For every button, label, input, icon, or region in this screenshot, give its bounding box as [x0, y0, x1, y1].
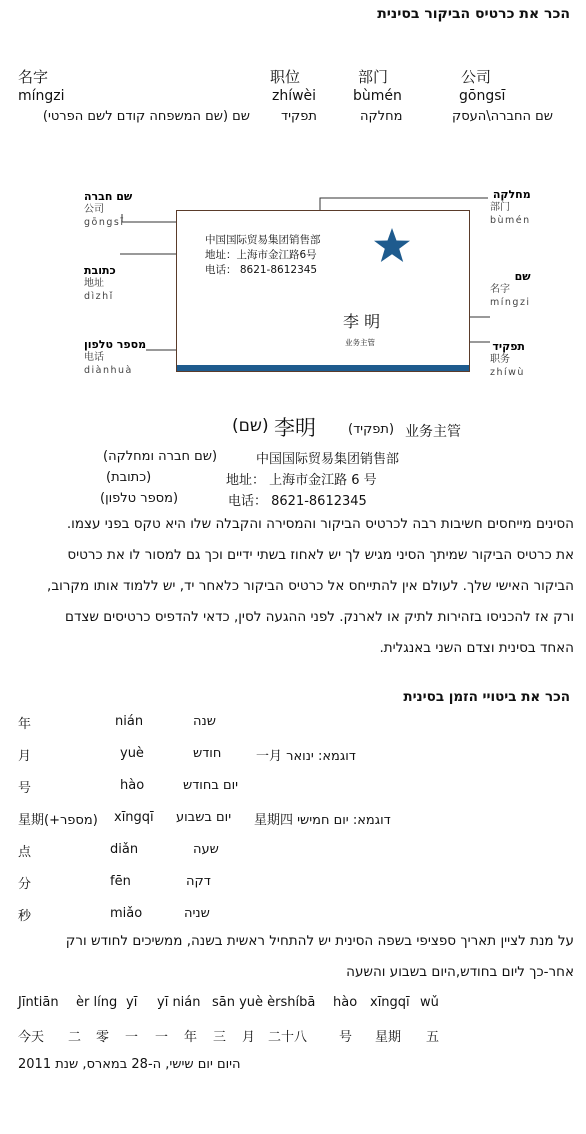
name-zh: 李明 — [274, 416, 316, 440]
col-company-zh: 公司 — [461, 68, 492, 86]
col-company-he: שם החברה\העסק — [452, 109, 553, 124]
col-company-pinyin: gōngsī — [459, 88, 506, 104]
label-department: מחלקה 部门 bùmén — [490, 188, 531, 226]
label-position-zh: 职务 — [490, 354, 510, 365]
date-note — [18, 926, 574, 988]
card-address: 地址：上海市金江路6号 — [205, 249, 317, 261]
pinyin-word: sān yuè èrshíbā — [212, 995, 316, 1010]
card-company: 中国国际贸易集团销售部 — [205, 234, 321, 246]
time-he: שנה — [193, 714, 216, 729]
label-company-zh: 公司 — [84, 204, 104, 215]
time-pinyin: miǎo — [110, 906, 143, 921]
pinyin-word: yī nián — [157, 995, 201, 1010]
label-name: שם 名字 míngzi — [490, 270, 531, 308]
label-address-pinyin: dìzhǐ — [84, 291, 114, 302]
intro-paragraph — [18, 509, 574, 664]
time-he: יום בחודש — [183, 778, 239, 793]
label-department-zh: 部门 — [490, 202, 510, 213]
time-zh: 分 — [18, 877, 32, 892]
label-phone: מספר טלפון 电话 diànhuà — [84, 338, 147, 376]
company-tag: (שם חברה ומחלקה) — [103, 449, 218, 464]
time-he: חודש — [193, 746, 222, 761]
company-zh: 中国国际贸易集团销售部 — [256, 452, 400, 467]
date-translation: היום יום שישי, ה-28 במארס, שנת 2011 — [18, 1057, 241, 1072]
col-department-he: מחלקה — [360, 109, 403, 124]
label-phone-pinyin: diànhuà — [84, 365, 133, 376]
label-name-pinyin: míngzi — [490, 297, 531, 308]
time-pinyin: xīngqī — [114, 810, 154, 825]
business-card-diagram — [80, 182, 550, 402]
time-pinyin: yuè — [120, 746, 144, 761]
date-char: 星期 — [375, 1030, 402, 1045]
time-he: שניה — [184, 906, 210, 921]
col-name-zh: 名字 — [18, 68, 49, 86]
col-position-he: תפקיד — [281, 109, 317, 124]
time-he: יום בשבוע — [176, 810, 232, 825]
date-char: 一 — [155, 1030, 169, 1045]
label-company: שם חברה 公司 gōngsī — [84, 190, 133, 228]
date-char: 月 — [242, 1030, 256, 1045]
business-card — [176, 210, 470, 372]
date-char: 一 — [125, 1030, 139, 1045]
card-stripe — [177, 365, 469, 371]
time-zh: 月 — [18, 749, 32, 764]
phone-zh: 电话： 8621-8612345 — [228, 494, 367, 509]
date-char: 今天 — [18, 1030, 45, 1045]
date-char: 零 — [96, 1030, 110, 1045]
date-char: 五 — [426, 1030, 440, 1045]
card-person-name: 李 明 — [343, 312, 381, 331]
star-icon — [373, 227, 411, 265]
label-company-pinyin: gōngsī — [84, 217, 125, 228]
date-char: 号 — [339, 1030, 353, 1045]
pinyin-word: èr líng — [76, 995, 118, 1010]
paragraph-line: הביקור האישי שלך. לעולם אין להתייחס אל כרטיס הביקור כלאחר יד, יש ללמוד אותו מקרוב, — [47, 578, 574, 594]
address-tag: (כתובת) — [106, 470, 152, 485]
time-example: דוגמא: יום חמישי 星期四 — [254, 813, 391, 828]
paragraph-line: הסינים מייחסים חשיבות רבה לכרטיס הביקור והמסירה והקבלה שלו היא טקס בפני עצמו. — [66, 516, 574, 532]
pinyin-word: hào — [333, 995, 358, 1010]
title-zh: 业务主管 — [405, 424, 461, 440]
time-pinyin: fēn — [110, 874, 131, 889]
time-example: דוגמא: ינואר 一月 — [256, 749, 356, 764]
pinyin-word: xīngqī — [370, 995, 410, 1010]
col-position-zh: 职位 — [270, 68, 301, 86]
time-zh: 号 — [18, 781, 32, 796]
time-section-title: הכר את ביטויי הזמן בסינית — [403, 689, 570, 705]
date-char: 年 — [184, 1030, 198, 1045]
page-title: הכר את כרטיס הביקור בסינית — [377, 6, 570, 22]
name-tag: (שם) — [232, 416, 269, 436]
date-note-line: על מנת לציין תאריך ספציפי בשפה הסינית יש להתחיל ראשית בשנה, ממשיכים לחודש ורק — [65, 933, 574, 949]
date-char: 二 — [68, 1030, 82, 1045]
col-position-pinyin: zhíwèi — [272, 88, 317, 104]
pinyin-word: wǔ — [420, 995, 439, 1010]
pinyin-word: Jīntiān — [18, 995, 59, 1010]
date-char: 三 — [213, 1030, 227, 1045]
date-char: 二十八 — [268, 1030, 308, 1045]
col-department-zh: 部门 — [358, 68, 389, 86]
paragraph-line: ורק אז להכניסו בזהירות לתיק או לארנק. לפני ההגעה לסין, כדאי להדפיס כרטיסים שצדם — [65, 609, 574, 625]
time-zh: 秒 — [18, 909, 32, 924]
col-name-he: שם (שם המשפחה קודם לשם הפרטי) — [42, 109, 250, 124]
time-zh: 星期(+מספר) — [18, 813, 98, 828]
label-position-pinyin: zhíwù — [490, 367, 525, 378]
paragraph-line: את כרטיס הביקור שמיתך הסיני מגיש לך יש לאחוז בשתי ידיים וכך גם למסור לו את כרטיס — [67, 547, 574, 563]
date-note-line: אחר-כך ליום בחודש,היום בשבוע והשעה — [346, 964, 574, 980]
label-address: כתובת 地址 dìzhǐ — [84, 264, 116, 302]
address-zh: 地址： 上海市金江路 6 号 — [226, 473, 377, 488]
time-zh: 点 — [18, 845, 32, 860]
col-department-pinyin: bùmén — [353, 88, 402, 104]
time-pinyin: nián — [115, 714, 144, 729]
col-name-pinyin: míngzi — [18, 88, 65, 104]
time-he: שעה — [193, 842, 219, 857]
card-person-title: 业务主管 — [345, 338, 375, 347]
time-pinyin: hào — [120, 778, 145, 793]
label-address-zh: 地址 — [84, 278, 104, 289]
card-phone: 电话： 8621-8612345 — [205, 264, 318, 276]
label-phone-zh: 电话 — [84, 352, 104, 363]
label-name-zh: 名字 — [490, 284, 510, 295]
time-zh: 年 — [18, 717, 32, 732]
phone-tag: (מספר טלפון) — [100, 491, 179, 506]
time-he: דקה — [186, 874, 211, 889]
label-department-pinyin: bùmén — [490, 215, 531, 226]
title-tag: (תפקיד) — [348, 422, 395, 437]
paragraph-line: האחד בסינית וצדם השני באנגלית. — [379, 640, 574, 656]
pinyin-word: yī — [126, 995, 138, 1010]
time-pinyin: diǎn — [110, 842, 139, 857]
label-position: תפקיד 职务 zhíwù — [490, 340, 525, 378]
